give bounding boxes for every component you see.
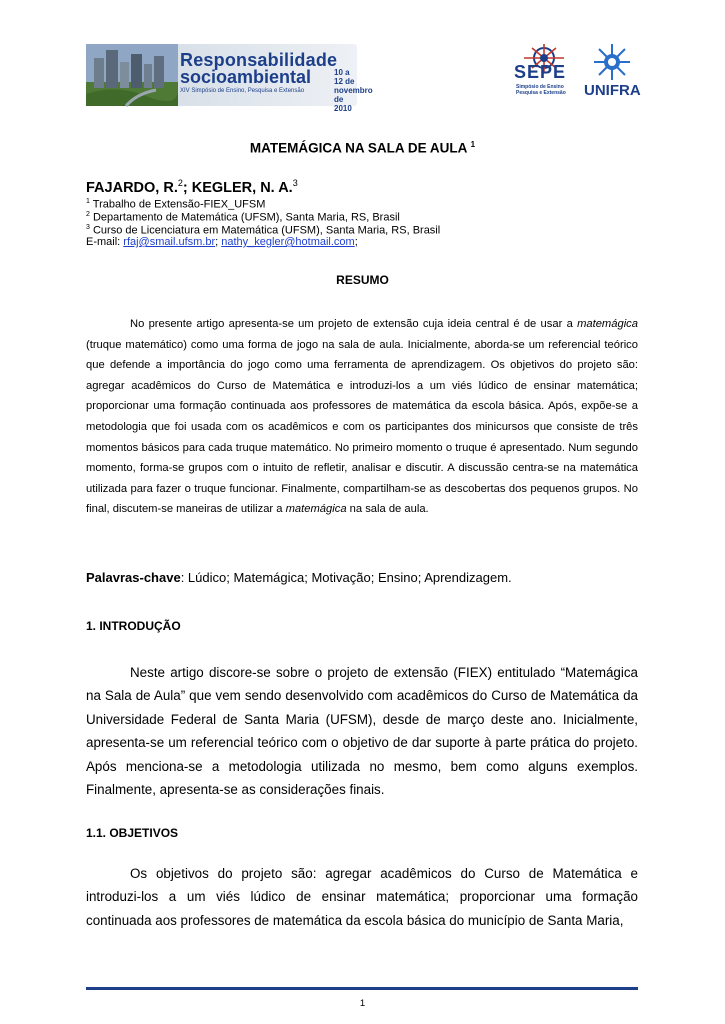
section-1-heading: 1. INTRODUÇÃO [86, 619, 181, 633]
email-label: E-mail: [86, 236, 124, 248]
author-1-note: 2 [177, 178, 183, 188]
email-link-2[interactable]: nathy_kegler@hotmail.com [221, 236, 355, 248]
affiliation-3-text: Curso de Licenciatura em Matemática (UFSM), Santa Maria, RS, Brasil [92, 224, 441, 237]
abstract-italic-1: matemágica [577, 318, 638, 330]
keywords-text: : Lúdico; Matemágica; Motivação; Ensino; Aprendizagem. [180, 570, 512, 585]
banner-title-line2: socioambiental [180, 67, 312, 87]
author-2-note: 3 [292, 178, 298, 188]
sepe-subtitle: Simpósio de Ensino Pesquisa e Extensão [516, 84, 566, 96]
event-banner [86, 44, 373, 113]
banner-dates: 10 a 12 de novembro de 2010 [334, 68, 373, 113]
unifra-star-icon [582, 42, 642, 86]
title-footnote-marker: 1 [470, 140, 476, 149]
affiliation-3-note: 3 [86, 224, 90, 231]
section-1-1-heading: 1.1. OBJETIVOS [86, 826, 179, 840]
affiliation-1-note: 1 [86, 198, 90, 205]
keywords-label: Palavras-chave [86, 570, 181, 585]
keywords-line [86, 570, 512, 585]
sepe-label: SEPE [514, 62, 567, 82]
abstract-heading: RESUMO [336, 273, 389, 287]
email-link-1[interactable]: rfaj@smail.ufsm.br [123, 236, 216, 248]
affiliation-2-text: Departamento de Matemática (UFSM), Santa Maria, RS, Brasil [92, 211, 400, 224]
affiliation-1-text: Trabalho de Extensão-FIEX_UFSM [92, 198, 266, 211]
page-number: 1 [359, 998, 366, 1009]
affiliation-2-note: 2 [86, 211, 90, 218]
banner-title-line1: Responsabilidade [180, 50, 338, 70]
city-landscape-image [86, 44, 178, 106]
unifra-label: UNIFRA [584, 82, 641, 99]
abstract-text-3: na sala de aula. [346, 503, 429, 516]
section-1-paragraph: Neste artigo discore-se sobre o projeto de extensão (FIEX) entitulado “Matemágica na Sala de Aula” que vem sendo desenvolvido com acadêmicos do Curso de Matemática da Universidade Federal de Santa Maria (UFSM), desde de março deste ano. Inicialmente, apresenta-se um referencial teórico com o objetivo de dar suporte à parte prática do projeto. Após menciona-se a metodologia utilizada no mesmo, bem como alguns exemplos. Finalmente, apresenta-se as considerações finais. [86, 665, 638, 798]
email-line: E-mail: rfaj@smail.ufsm.br; nathy_kegler@hotmail.com; [86, 236, 358, 248]
abstract-italic-2: matemágica [285, 503, 347, 516]
abstract-body [86, 314, 638, 520]
abstract-text-2: (truque matemático) como uma forma de jogo na sala de aula. Inicialmente, aborda-se um referencial teórico que defende a importância do jogo como uma ferramenta de aprendizagem. Os objetivos do projeto são: agregar acadêmicos do Curso de Matemática e introduzi-los a um viés lúdico de ensinar matemática; proporcionar uma formação continuada aos professores de matemática da escola básica. Após, expõe-se a metodologia que foi usada com os acadêmicos e com os participantes dos minicursos que consiste de três momentos básicos para cada truque matemático. No primeiro momento o truque é apresentado. Num segundo momento, forma-se grupos com o intuito de refletir, analisar e discutir. A discussão centra-se na matemática utilizada para fazer o truque funcionar. Finalmente, compartilham-se as descobertas dos pequenos grupos. No final, discutem-se maneiras de utilizar a [86, 338, 638, 516]
banner-subtitle: XIV Simpósio de Ensino, Pesquisa e Extensão [180, 88, 305, 94]
paper-title [0, 140, 725, 156]
unifra-logo [582, 42, 642, 108]
authors-line: FAJARDO, R.$^2$; KEGLER, N. A.$^3$ [86, 178, 298, 196]
footer-rule [86, 987, 638, 990]
section-1-1-paragraph: Os objetivos do projeto são: agregar acadêmicos do Curso de Matemática e introduzi-los a um viés lúdico de ensinar matemática; proporcionar uma formação continuada aos professores de matemática da escola básica do município de Santa Maria, [86, 866, 638, 928]
section-1-body [86, 661, 638, 801]
abstract-text-1: No presente artigo apresenta-se um projeto de extensão cuja ideia central é de usar a [130, 318, 578, 330]
author-2: KEGLER, N. A. [191, 179, 293, 196]
author-1: FAJARDO, R. [86, 179, 178, 196]
sepe-logo [510, 44, 578, 106]
section-1-1-body [86, 862, 638, 932]
paper-title-text: MATEMÁGICA NA SALA DE AULA [249, 140, 467, 156]
